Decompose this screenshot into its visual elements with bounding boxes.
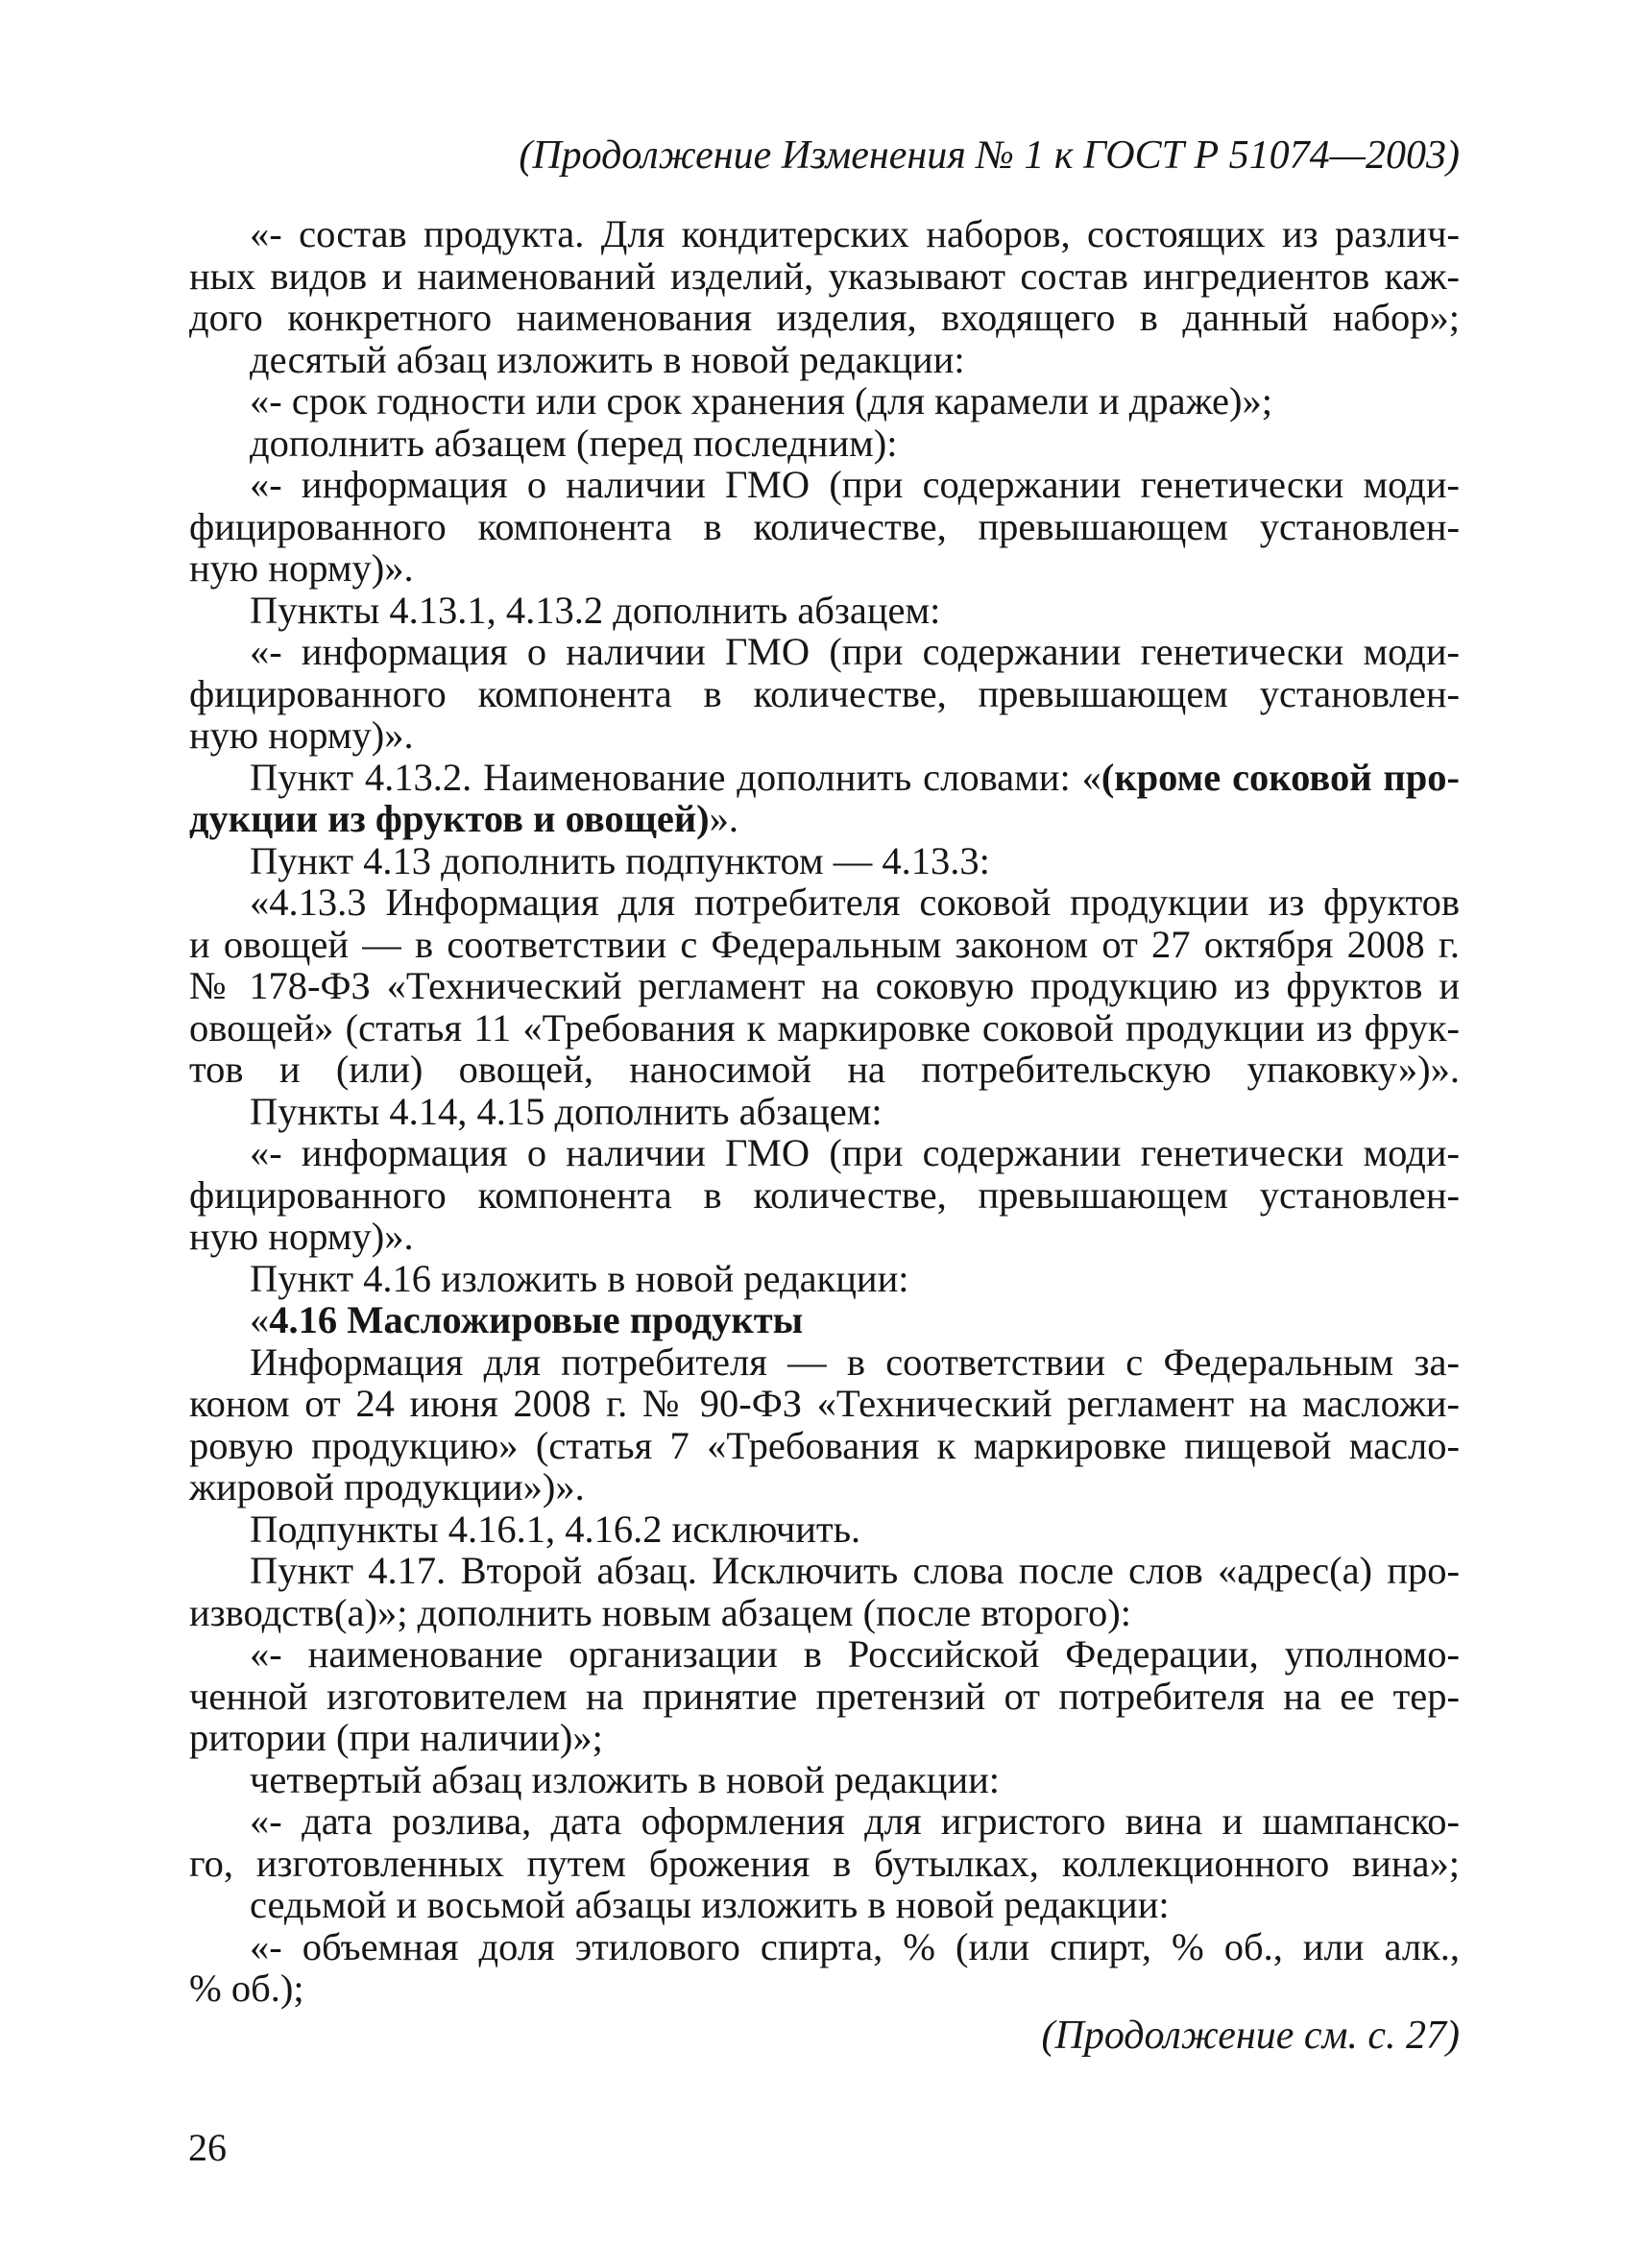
text-run: ровую продукцию» (статья 7 «Требования к маркировке пищевой масло-: [189, 1423, 1460, 1467]
text-run: «- дата розлива, дата оформления для игристого вина и шампанско-: [250, 1799, 1460, 1843]
text-run: изводств(а)»; дополнить новым абзацем (после второго):: [189, 1590, 1131, 1634]
text-run: фицированного компонента в количестве, превышающем установлен-: [189, 1172, 1460, 1217]
text-line: [250, 1550, 1460, 1592]
text-run: «- информация о наличии ГМО (при содержании генетически моди-: [250, 630, 1460, 673]
text-line: [189, 1425, 1460, 1467]
text-run: «- срок годности или срок хранения (для карамели и драже)»;: [250, 379, 1273, 422]
text-line: [250, 1633, 1460, 1676]
text-line: [189, 1967, 1460, 2010]
text-run: и овощей — в соответствии с Федеральным законом от 27 октября 2008 г.: [189, 922, 1460, 966]
text-line: [250, 1800, 1460, 1843]
text-run: Пункты 4.14, 4.15 дополнить абзацем:: [250, 1089, 883, 1133]
text-run: Пункт 4.13 дополнить подпунктом — 4.13.3:: [250, 838, 990, 882]
text-line: [189, 1676, 1460, 1718]
text-line: [250, 757, 1460, 799]
text-run: ную норму)».: [189, 546, 414, 590]
text-run: коном от 24 июня 2008 г. № 90-ФЗ «Технический регламент на масложи-: [189, 1382, 1460, 1425]
text-run: «- объемная доля этилового спирта, % (или спирт, % об., или алк.,: [250, 1924, 1460, 1968]
text-line: [250, 1884, 1460, 1926]
text-line: [250, 380, 1460, 422]
text-run: «- состав продукта. Для кондитерских наборов, состоящих из различ-: [250, 212, 1460, 255]
text-line: [189, 506, 1460, 548]
page-number: 26: [188, 2126, 227, 2169]
text-line: [250, 1508, 1460, 1551]
text-run: Пункт 4.16 изложить в новой редакции:: [250, 1256, 909, 1300]
text-run: четвертый абзац изложить в новой редакции:: [250, 1757, 1001, 1801]
text-run: № 178-ФЗ «Технический регламент на соковую продукцию из фруктов и: [189, 964, 1460, 1007]
text-line: [250, 1258, 1460, 1300]
text-line: [189, 924, 1460, 966]
text-line: [189, 673, 1460, 715]
text-run: Пункты 4.13.1, 4.13.2 дополнить абзацем:: [250, 588, 941, 632]
bold-text-run: (кроме соковой про-: [1101, 755, 1460, 799]
text-run: ную норму)».: [189, 713, 414, 757]
text-line: [250, 422, 1460, 465]
continuation-note: (Продолжение см. с. 27): [1041, 2014, 1460, 2058]
bold-text-run: 4.16 Масложировые продукты: [269, 1298, 804, 1341]
text-run: ритории (при наличии)»;: [189, 1716, 603, 1759]
text-line: [250, 464, 1460, 506]
text-run: «- информация о наличии ГМО (при содержании генетически моди-: [250, 463, 1460, 506]
text-line: [189, 1592, 1460, 1634]
text-line: [189, 547, 1460, 590]
text-run: Пункт 4.17. Второй абзац. Исключить слова после слов «адрес(а) про-: [250, 1549, 1460, 1592]
text-line: [189, 1174, 1460, 1217]
text-line: [250, 1341, 1460, 1384]
text-run: «: [250, 1298, 270, 1341]
text-run: ную норму)».: [189, 1215, 414, 1258]
text-line: [250, 590, 1460, 632]
text-line: [250, 339, 1460, 381]
text-line: [189, 1466, 1460, 1508]
text-run: «- информация о наличии ГМО (при содержании генетически моди-: [250, 1131, 1460, 1174]
text-line: [189, 255, 1460, 298]
text-line: [189, 798, 1460, 840]
page-body: [189, 212, 1460, 2010]
text-run: % об.);: [189, 1966, 304, 2010]
text-run: жировой продукции»)».: [189, 1465, 585, 1508]
text-line: [250, 1299, 1460, 1341]
text-line: [250, 213, 1460, 255]
running-header: (Продолжение Изменения № 1 к ГОСТ Р 51074—2003): [519, 133, 1460, 178]
text-line: [250, 840, 1460, 882]
text-run: Информация для потребителя — в соответствии с Федеральным за-: [250, 1339, 1460, 1384]
text-run: тов и (или) овощей, наносимой на потребительскую упаковку»)».: [189, 1048, 1460, 1091]
text-line: [189, 1216, 1460, 1258]
text-run: овощей» (статья 11 «Требования к маркировке соковой продукции из фрук-: [189, 1005, 1460, 1050]
text-line: [189, 1049, 1460, 1091]
text-line: [250, 1091, 1460, 1133]
text-run: ных видов и наименований изделий, указывают состав ингредиентов каж-: [189, 253, 1460, 298]
text-run: Подпункты 4.16.1, 4.16.2 исключить.: [250, 1507, 861, 1551]
text-run: «- наименование организации в Российской Федерации, уполномо-: [250, 1632, 1460, 1676]
text-line: [189, 297, 1460, 339]
text-run: дого конкретного наименования изделия, входящего в данный набор»;: [189, 296, 1460, 339]
text-run: десятый абзац изложить в новой редакции:: [250, 337, 965, 381]
text-line: [250, 881, 1460, 924]
text-line: [250, 631, 1460, 673]
text-line: [189, 965, 1460, 1007]
text-run: го, изготовленных путем брожения в бутылках, коллекционного вина»;: [189, 1841, 1460, 1885]
text-line: [189, 1717, 1460, 1759]
text-run: Пункт 4.13.2. Наименование дополнить словами: «: [250, 755, 1101, 799]
text-line: [250, 1926, 1460, 1968]
text-line: [189, 1843, 1460, 1885]
text-run: «4.13.3 Информация для потребителя соковой продукции из фруктов: [250, 881, 1460, 924]
text-line: [189, 1383, 1460, 1425]
text-line: [250, 1132, 1460, 1174]
text-line: [250, 1759, 1460, 1801]
text-run: седьмой и восьмой абзацы изложить в новой редакции:: [250, 1883, 1170, 1926]
text-run-after: ».: [709, 797, 739, 840]
text-run: ченной изготовителем на принятие претензий от потребителя на ее тер-: [189, 1674, 1460, 1718]
text-run: фицированного компонента в количестве, превышающем установлен-: [189, 671, 1460, 715]
text-line: [189, 1007, 1460, 1050]
bold-text-run: дукции из фруктов и овощей): [189, 797, 710, 840]
text-run: фицированного компонента в количестве, превышающем установлен-: [189, 504, 1460, 548]
text-line: [189, 714, 1460, 757]
text-run: дополнить абзацем (перед последним):: [250, 421, 898, 465]
